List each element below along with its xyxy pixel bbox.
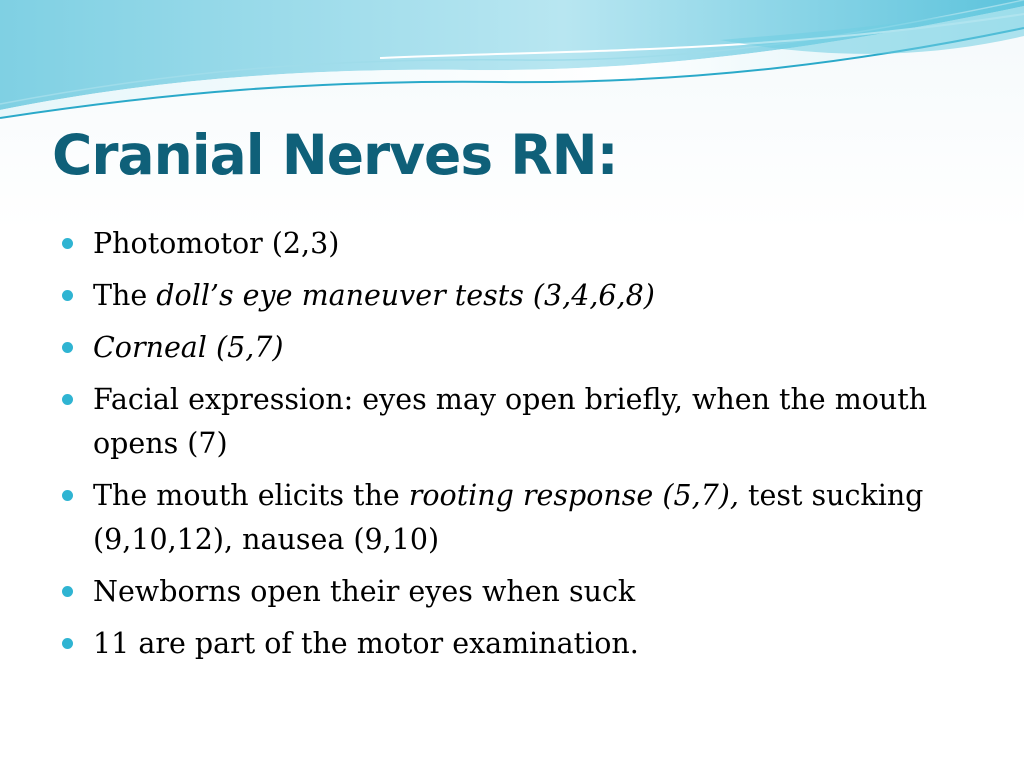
bullet-dot-icon xyxy=(62,638,73,649)
bullet-text-italic: Corneal (5,7) xyxy=(93,331,284,364)
bullet-item xyxy=(62,378,962,466)
bullet-text-italic: rooting response (5,7), xyxy=(408,479,739,512)
bullet-text-italic: doll’s eye maneuver tests (3,4,6,8) xyxy=(156,279,655,312)
bullet-dot-icon xyxy=(62,490,73,501)
bullet-text: Facial expression: eyes may open briefly, when the mouth opens (7) xyxy=(93,383,928,460)
bullet-item xyxy=(62,570,962,614)
bullet-dot-icon xyxy=(62,586,73,597)
bullet-item xyxy=(62,622,962,666)
bullet-text: The mouth elicits the xyxy=(93,479,409,512)
bullet-dot-icon xyxy=(62,394,73,405)
bullet-list xyxy=(62,222,962,674)
slide-title: Cranial Nerves RN: xyxy=(52,123,618,187)
bullet-text: The xyxy=(93,279,157,312)
bullet-item xyxy=(62,474,962,562)
bullet-item xyxy=(62,274,962,318)
bullet-text: Photomotor (2,3) xyxy=(93,227,340,260)
bullet-text: 11 are part of the motor examination. xyxy=(93,627,639,660)
bullet-item xyxy=(62,222,962,266)
header-wave-decoration xyxy=(0,0,1024,140)
bullet-dot-icon xyxy=(62,342,73,353)
bullet-dot-icon xyxy=(62,238,73,249)
bullet-item xyxy=(62,326,962,370)
bullet-dot-icon xyxy=(62,290,73,301)
bullet-text: test sucking (9,10,12), nausea (9,10) xyxy=(93,479,924,556)
bullet-text: Newborns open their eyes when suck xyxy=(93,575,636,608)
